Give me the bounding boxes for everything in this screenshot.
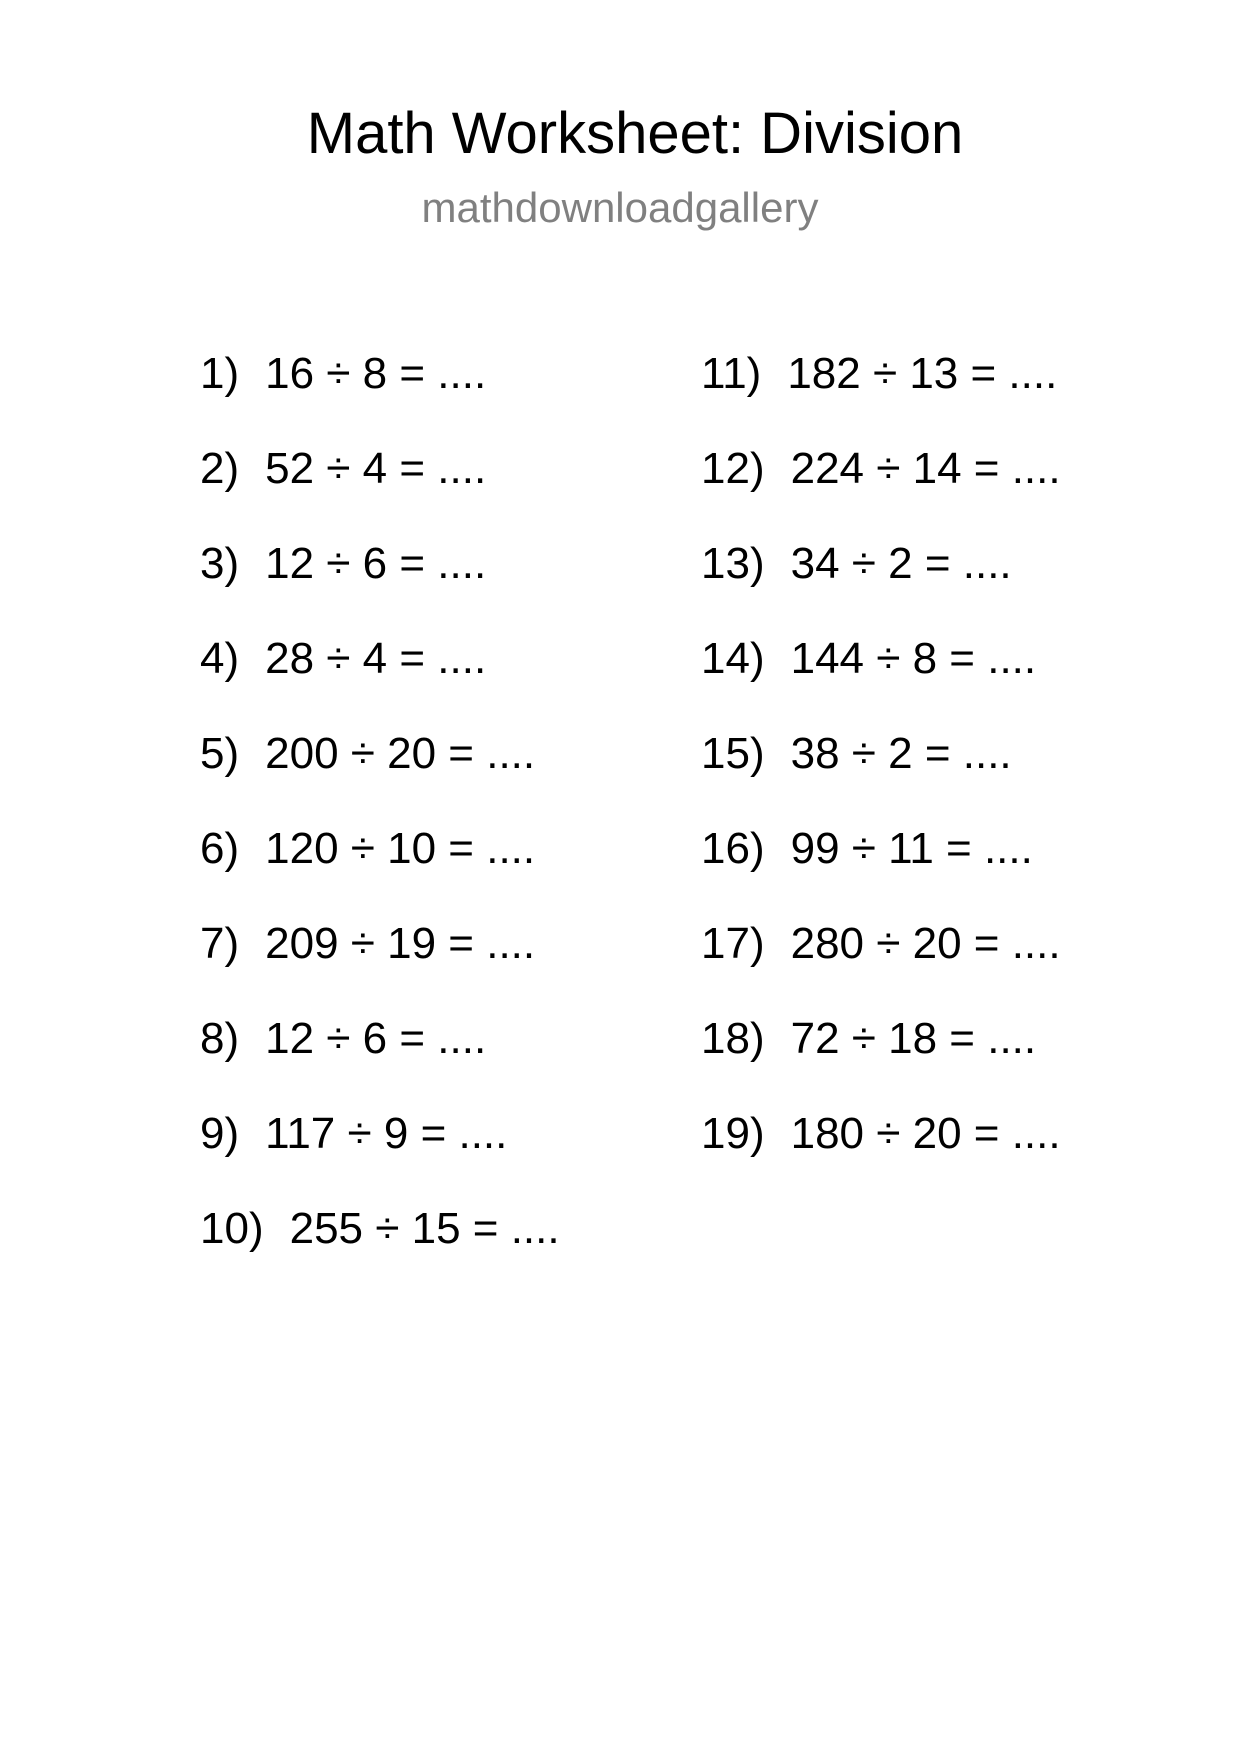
worksheet-title: Math Worksheet: Division bbox=[306, 101, 964, 166]
problem-number: 18) bbox=[701, 1014, 765, 1063]
problem-number: 14) bbox=[701, 634, 765, 683]
problem-column-right bbox=[701, 344, 1061, 1199]
problem-item bbox=[200, 534, 560, 629]
problem-expression: 120 ÷ 10 = .... bbox=[265, 824, 536, 873]
problem-item bbox=[200, 1199, 560, 1294]
problem-item bbox=[701, 914, 1061, 1009]
problem-number: 13) bbox=[701, 539, 765, 588]
problem-item bbox=[701, 344, 1061, 439]
problem-number: 16) bbox=[701, 824, 765, 873]
problem-expression: 200 ÷ 20 = .... bbox=[265, 729, 536, 778]
problem-item bbox=[200, 439, 560, 534]
problem-expression: 117 ÷ 9 = .... bbox=[265, 1109, 508, 1158]
problem-number: 8) bbox=[200, 1014, 240, 1063]
problem-expression: 180 ÷ 20 = .... bbox=[790, 1109, 1061, 1158]
problem-expression: 99 ÷ 11 = .... bbox=[790, 824, 1033, 873]
problem-expression: 72 ÷ 18 = .... bbox=[790, 1014, 1037, 1063]
problem-expression: 38 ÷ 2 = .... bbox=[790, 729, 1012, 778]
problem-expression: 255 ÷ 15 = .... bbox=[289, 1204, 560, 1253]
problem-number: 4) bbox=[200, 634, 240, 683]
problem-item bbox=[701, 439, 1061, 534]
problem-expression: 224 ÷ 14 = .... bbox=[790, 444, 1061, 493]
problem-item bbox=[701, 724, 1061, 819]
worksheet-subtitle: mathdownloadgallery bbox=[421, 184, 819, 231]
problem-number: 17) bbox=[701, 919, 765, 968]
problem-column-left bbox=[200, 344, 560, 1294]
problem-number: 6) bbox=[200, 824, 240, 873]
problem-number: 2) bbox=[200, 444, 240, 493]
problem-expression: 34 ÷ 2 = .... bbox=[790, 539, 1012, 588]
problem-expression: 28 ÷ 4 = .... bbox=[265, 634, 487, 683]
problem-item bbox=[200, 724, 560, 819]
problem-item bbox=[701, 629, 1061, 724]
problem-expression: 16 ÷ 8 = .... bbox=[265, 349, 487, 398]
problem-item bbox=[200, 1104, 560, 1199]
problem-item bbox=[200, 1009, 560, 1104]
problem-expression: 280 ÷ 20 = .... bbox=[790, 919, 1061, 968]
problem-number: 7) bbox=[200, 919, 240, 968]
problem-expression: 12 ÷ 6 = .... bbox=[265, 1014, 487, 1063]
problem-expression: 144 ÷ 8 = .... bbox=[790, 634, 1037, 683]
problem-item bbox=[701, 819, 1061, 914]
problem-expression: 12 ÷ 6 = .... bbox=[265, 539, 487, 588]
problem-item bbox=[200, 914, 560, 1009]
problem-number: 9) bbox=[200, 1109, 240, 1158]
problem-expression: 52 ÷ 4 = .... bbox=[265, 444, 487, 493]
problem-number: 11) bbox=[701, 349, 762, 398]
problem-number: 12) bbox=[701, 444, 765, 493]
problem-number: 15) bbox=[701, 729, 765, 778]
problem-number: 19) bbox=[701, 1109, 765, 1158]
problem-number: 5) bbox=[200, 729, 240, 778]
problem-number: 10) bbox=[200, 1204, 264, 1253]
problem-item bbox=[701, 534, 1061, 629]
problem-item bbox=[200, 344, 560, 439]
problem-number: 3) bbox=[200, 539, 240, 588]
problem-item bbox=[200, 819, 560, 914]
problem-expression: 209 ÷ 19 = .... bbox=[265, 919, 536, 968]
problem-number: 1) bbox=[200, 349, 240, 398]
problem-item bbox=[701, 1104, 1061, 1199]
problem-item bbox=[200, 629, 560, 724]
problem-expression: 182 ÷ 13 = .... bbox=[787, 349, 1058, 398]
problem-item bbox=[701, 1009, 1061, 1104]
